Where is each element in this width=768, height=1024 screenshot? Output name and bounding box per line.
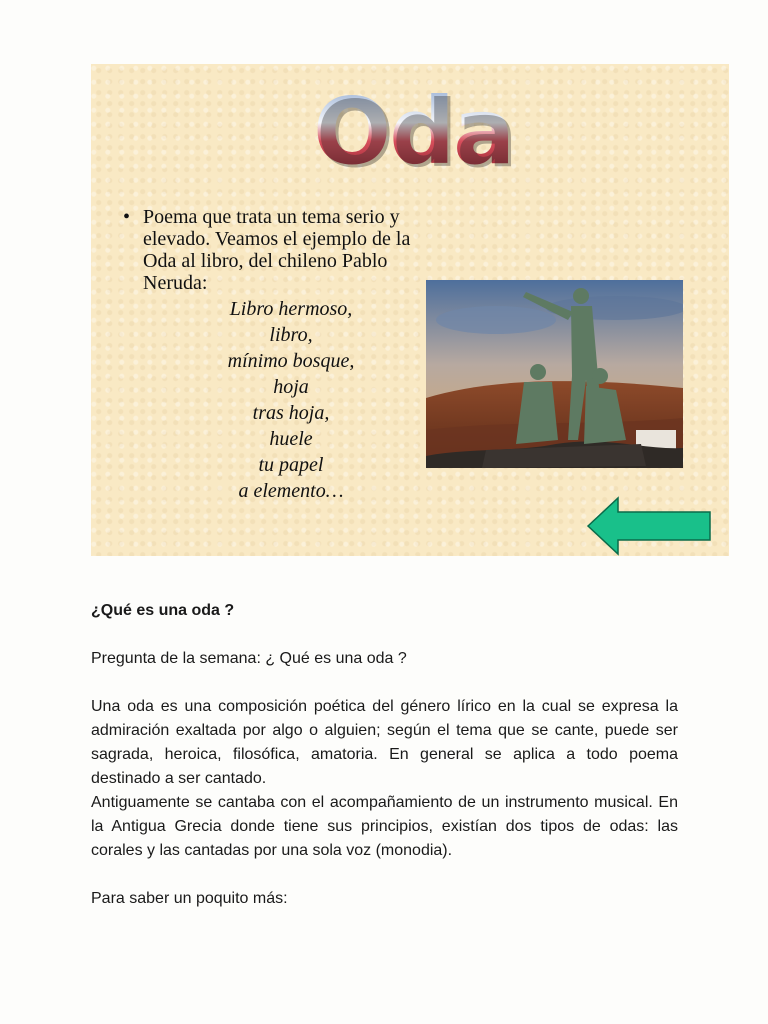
- slide-image: [91, 64, 729, 556]
- back-arrow-icon[interactable]: [586, 496, 714, 556]
- article-body: [91, 600, 678, 911]
- poem-excerpt: [201, 296, 381, 504]
- question-line: Pregunta de la semana: ¿ Qué es una oda ?: [91, 650, 407, 667]
- statue-photo: [426, 280, 683, 468]
- poem-line: Libro hermoso,: [229, 298, 353, 320]
- closing-line: Para saber un poquito más:: [91, 890, 288, 907]
- poem-line: hoja: [273, 376, 309, 398]
- poem-line: tu papel: [258, 454, 324, 476]
- poem-line: huele: [269, 428, 313, 450]
- paragraph: Antiguamente se cantaba con el acompañamiento de un instrumento musical. En la Antigua Grecia donde tiene sus principios, existían dos tipos de odas: las corales y las cantadas por una sola voz (monodia).: [91, 794, 678, 859]
- poem-line: a elemento…: [238, 480, 344, 502]
- poem-line: mínimo bosque,: [227, 350, 355, 372]
- slide-title: Oda: [313, 78, 514, 185]
- poem-line: tras hoja,: [252, 402, 330, 424]
- bullet-marker: •: [123, 206, 131, 228]
- bullet-item: [123, 206, 443, 294]
- poem-line: libro,: [269, 324, 313, 346]
- bullet-text: Poema que trata un tema serio y elevado. Veamos el ejemplo de la Oda al libro, del chileno Pablo Neruda:: [143, 206, 411, 294]
- article-heading: ¿Qué es una oda ?: [91, 602, 235, 619]
- paragraph: Una oda es una composición poética del género lírico en la cual se expresa la admiración exaltada por algo o alguien; según el tema que se cante, puede ser sagrada, heroica, filosófica, amatoria. En general se aplica a todo poema destinado a ser cantado.: [91, 698, 678, 787]
